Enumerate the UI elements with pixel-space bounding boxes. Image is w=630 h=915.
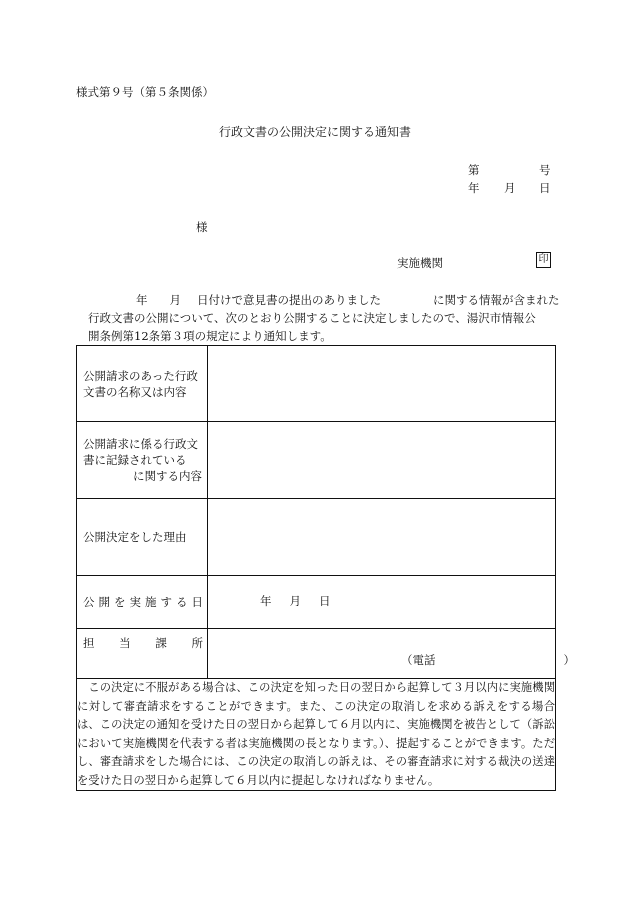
intro-day-text: 日付けで意見書の提出のありました: [197, 293, 381, 307]
intro-line-3: 開条例第12条第３項の規定により通知します。: [88, 329, 332, 343]
phone-open: （電話: [401, 653, 436, 667]
implementation-year: 年: [260, 594, 272, 608]
appeal-notice: この決定に不服がある場合は、この決定を知った日の翌日から起算して３月以内に実施機関に対して審査請求をすることができます。また、この決定の取消しを求める訴えをする場合は、この決定の通知を受けた日の翌日から起算して６月以内に、実施機関を被告として（訴訟において実施機関を代表する者は実施機関の長となります。）、提起することができます。ただし、審査請求をした場合には、この決定の取消しの訴えは、その審査請求に対する裁決の送達を受けた日の翌日から起算して６月以内に提起しなければなりません。: [77, 679, 556, 791]
date-year-label: 年: [468, 181, 480, 195]
form-number: 様式第９号（第５条関係）: [76, 85, 214, 99]
seal-stamp: 印: [536, 252, 551, 268]
intro-line-2: 行政文書の公開について、次のとおり公開することに決定しましたので、湯沢市情報公: [88, 311, 536, 325]
decision-reason-value[interactable]: [208, 499, 556, 576]
table-row: [77, 576, 556, 629]
implementation-day: 日: [319, 594, 331, 608]
decision-reason-label: 公開決定をした理由: [77, 499, 208, 576]
table-row: [77, 499, 556, 576]
table-row: [77, 422, 556, 499]
document-number-prefix: 第: [468, 163, 480, 177]
intro-month: 月: [169, 293, 181, 307]
responsible-section-label: 担当課所: [77, 629, 208, 679]
decision-table: [76, 345, 575, 791]
table-row: [77, 629, 556, 679]
recorded-information-label: [77, 422, 208, 499]
implementation-date-value[interactable]: [208, 576, 556, 629]
implementation-date-label: 公開を実施する日: [77, 576, 208, 629]
table-row: [77, 346, 556, 422]
implementation-month: 月: [289, 594, 301, 608]
phone-close: ）: [563, 653, 575, 667]
responsible-section-value[interactable]: [208, 629, 575, 679]
document-number-suffix: 号: [539, 163, 551, 177]
page-title: 行政文書の公開決定に関する通知書: [218, 125, 411, 139]
requested-document-label: 公開請求のあった行政文書の名称又は内容: [77, 346, 208, 422]
intro-subject-text: に関する情報が含まれた: [433, 293, 560, 307]
recorded-information-value[interactable]: [208, 422, 556, 499]
issuer-label: 実施機関: [397, 256, 443, 270]
recorded-information-label-b: に関する内容: [133, 469, 202, 483]
table-row: [77, 679, 556, 791]
intro-line-1: [76, 292, 560, 308]
requested-document-value[interactable]: [208, 346, 556, 422]
recorded-information-label-a: 公開請求に係る行政文書に記録されている: [83, 437, 198, 467]
date-month-label: 月: [504, 181, 516, 195]
date-day-label: 日: [539, 181, 551, 195]
intro-year: 年: [136, 293, 148, 307]
addressee-suffix: 様: [196, 220, 208, 234]
